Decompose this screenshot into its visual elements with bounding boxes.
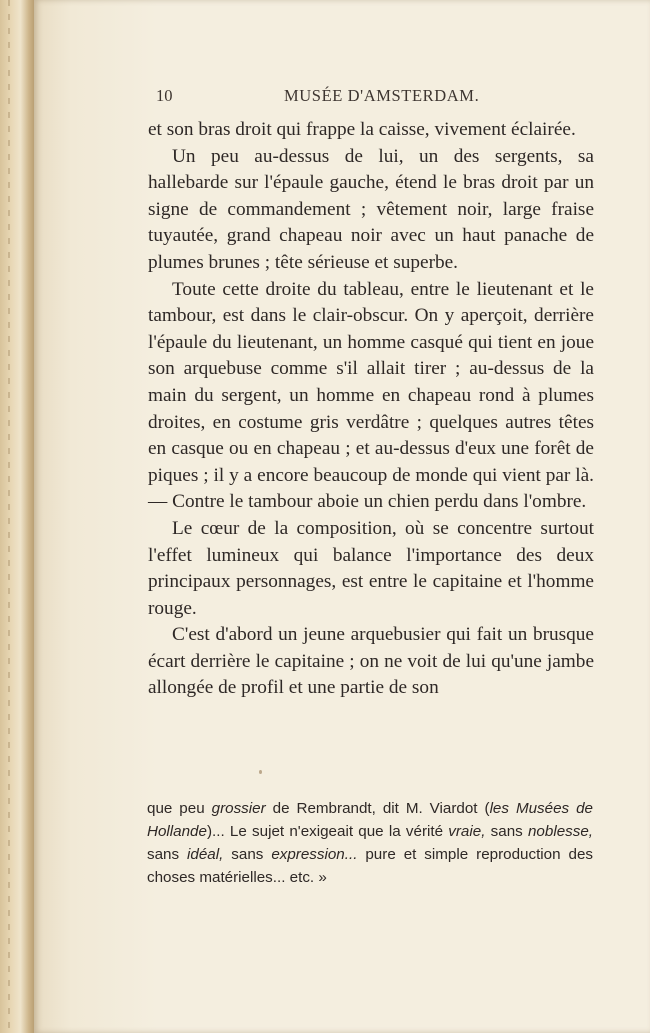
- footnote-italic: vraie,: [448, 823, 486, 840]
- footnote-run: sans: [223, 846, 272, 863]
- footnote-run: )... Le sujet n'exigeait que la vérité: [206, 823, 449, 840]
- footnote-run: de Rembrandt, dit M. Viardot (: [265, 800, 490, 817]
- footnote-run: sans: [485, 823, 528, 840]
- footnote-run: pure et simple reproduction des choses matérielles... etc. »: [147, 846, 593, 886]
- paper-speck: [259, 770, 262, 774]
- book-gutter-edge: [0, 0, 34, 1033]
- footnote-italic: expression...: [271, 846, 358, 863]
- footnote-run: que peu: [147, 800, 212, 817]
- running-header: [156, 86, 594, 112]
- footnote-text: [147, 797, 593, 889]
- footnote-italic: les Musées de Hollande: [147, 800, 593, 840]
- paragraph: Toute cette droite du tableau, entre le lieutenant et le tambour, est dans le clair-obscur. On y aperçoit, derrière l'épaule du lieutenant, un homme casqué qui tient en joue son arquebuse comme s'il allait tirer ; au-dessus de la main du sergent, un homme en chapeau rond à plumes droites, en costume gris verdâtre ; quelques autres têtes en casque ou en chapeau ; et au-dessus d'eux une forêt de piques ; il y a encore beaucoup de monde qui vient par là. — Contre le tambour aboie un chien perdu dans l'ombre.: [148, 278, 594, 513]
- footnote-italic: noblesse,: [527, 823, 593, 840]
- main-text: [148, 117, 594, 702]
- paragraph: Un peu au-dessus de lui, un des sergents, sa hallebarde sur l'épaule gauche, étend le bras droit par un signe de commandement ; vêtement noir, large fraise tuyautée, grand chapeau noir avec un haut panache de plumes brunes ; tête sérieuse et superbe.: [148, 145, 594, 273]
- paragraph: et son bras droit qui frappe la caisse, vivement éclairée.: [148, 119, 576, 140]
- paragraph: C'est d'abord un jeune arquebusier qui fait un brusque écart derrière le capitaine ; on ne voit de lui qu'une jambe allongée de profil et une partie de son: [148, 624, 594, 699]
- paragraph: Le cœur de la composition, où se concentre surtout l'effet lumineux qui balance l'importance des deux principaux personnages, est entre le capitaine et l'homme rouge.: [148, 517, 594, 619]
- footnote-italic: grossier: [211, 800, 266, 817]
- footnote-italic: idéal,: [187, 846, 224, 863]
- footnote: [147, 797, 593, 889]
- footnote-run: sans: [147, 846, 188, 863]
- page-number: 10: [156, 86, 173, 105]
- running-title: MUSÉE D'AMSTERDAM.: [284, 86, 480, 105]
